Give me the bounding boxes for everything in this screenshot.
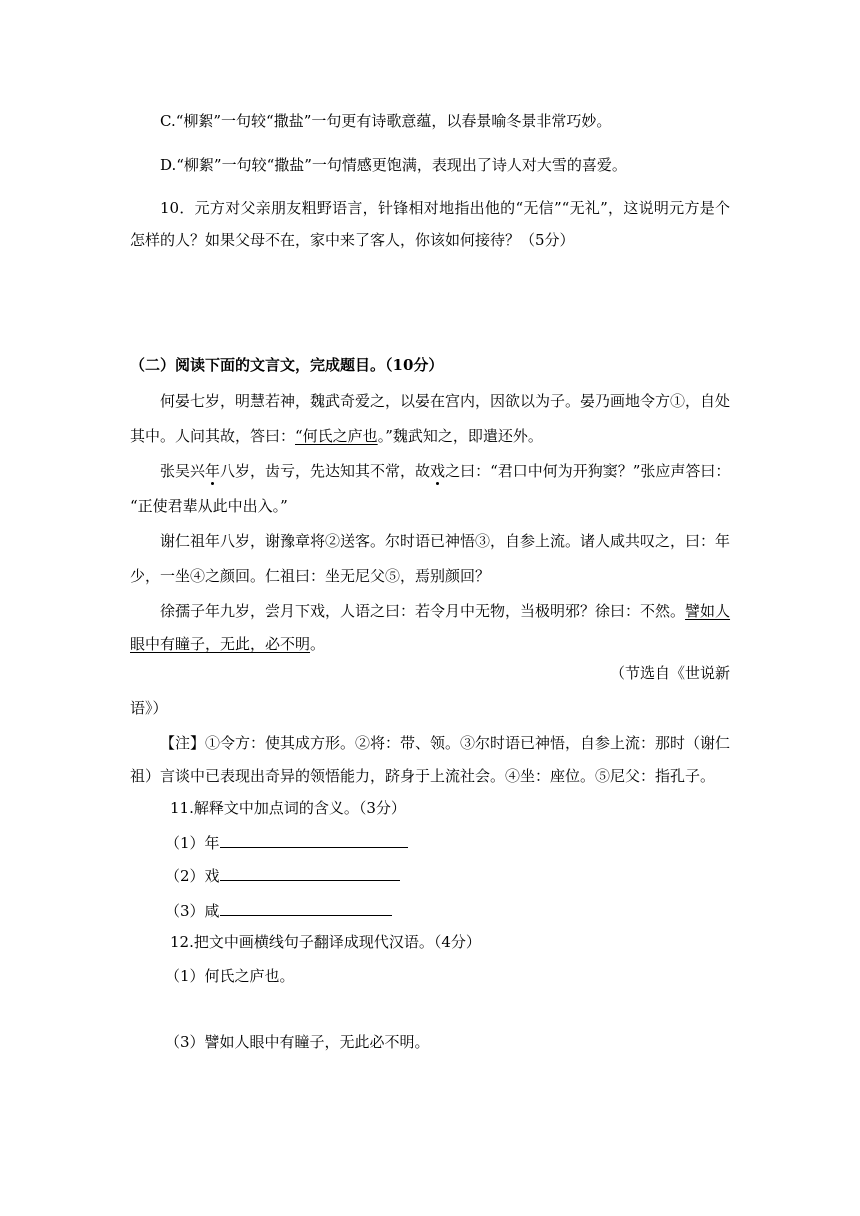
question-10-line-1: 10．元方对父亲朋友粗野语言，针锋相对地指出他的“无信”“无礼”，这说明元方是个 [160, 199, 730, 217]
question-11-title: 11.解释文中加点词的含义。（3分） [170, 799, 406, 817]
dotted-word-nian: 年 [205, 462, 221, 480]
option-d: D.“柳絮”一句较“撒盐”一句情感更饱满，表现出了诗人对大雪的喜爱。 [160, 156, 627, 174]
source-line-2: 语》） [130, 699, 168, 717]
question-12-item-1: （1）何氏之庐也。 [165, 967, 295, 985]
answer-blank[interactable] [220, 899, 392, 916]
passage-text: 之曰：“君口中何为开狗窦？”张应声答曰： [445, 462, 731, 480]
passage-text: 八岁，齿亏，先达知其不常，故 [220, 462, 431, 480]
passage-text: 张吴兴 [160, 462, 206, 480]
passage-4-line-1 [160, 601, 730, 621]
question-11-item-3 [165, 899, 765, 921]
notes-line-1: 【注】①令方：使其成方形。②将：带、领。③尔时语已神悟，自参上流：那时（谢仁 [160, 734, 731, 752]
underlined-sentence-1: “何氏之庐也 [295, 427, 378, 445]
passage-1-line-1: 何晏七岁，明慧若神，魏武奇爱之，以晏在宫内，因欲以为子。晏乃画地令方①，自处 [160, 392, 731, 410]
passage-1-line-2 [130, 426, 730, 446]
passage-4-line-2 [130, 634, 730, 654]
underlined-sentence-2b: 眼中有瞳子，无此，必不明 [130, 635, 311, 653]
question-12-title: 12.把文中画横线句子翻译成现代汉语。（4分） [170, 933, 481, 951]
question-11-item-1 [165, 831, 765, 853]
underlined-sentence-2a: 譬如人 [685, 602, 731, 620]
option-c: C.“柳絮”一句较“撒盐”一句更有诗歌意蕴，以春景喻冬景非常巧妙。 [160, 112, 612, 130]
passage-text: 。 [310, 635, 326, 653]
passage-text: 徐孺子年九岁，尝月下戏，人语之曰：若令月中无物，当极明邪？徐曰：不然。 [160, 602, 686, 620]
question-12-item-3: （3）譬如人眼中有瞳子，无此必不明。 [165, 1033, 430, 1051]
item-label: （3）咸 [165, 902, 220, 920]
passage-3-line-1: 谢仁祖年八岁，谢豫章将②送客。尔时语已神悟③，自参上流。诸人咸共叹之，曰：年 [160, 532, 731, 550]
question-11-item-2 [165, 864, 765, 886]
passage-text: 。”魏武知之，即遣还外。 [377, 427, 543, 445]
item-label: （1）年 [165, 834, 220, 852]
question-10-line-2: 怎样的人？如果父母不在，家中来了客人，你该如何接待？（5分） [130, 231, 575, 249]
passage-2-line-1 [160, 461, 730, 481]
passage-text: 其中。人问其故，答曰： [130, 427, 296, 445]
answer-blank[interactable] [220, 864, 400, 881]
section-2-heading: （二）阅读下面的文言文，完成题目。（10分） [130, 356, 444, 374]
passage-2-line-2: “正使君辈从此中出入。” [130, 497, 288, 515]
answer-blank[interactable] [220, 831, 408, 848]
source-line-1: （节选自《世说新 [609, 664, 730, 682]
dotted-word-xi: 戏 [430, 462, 446, 480]
item-label: （2）戏 [165, 867, 220, 885]
passage-3-line-2: 少，一坐④之颜回。仁祖曰：坐无尼父⑤，焉别颜回？ [130, 567, 491, 585]
notes-line-2: 祖）言谈中已表现出奇异的领悟能力，跻身于上流社会。④坐：座位。⑤尼父：指孔子。 [130, 767, 716, 785]
